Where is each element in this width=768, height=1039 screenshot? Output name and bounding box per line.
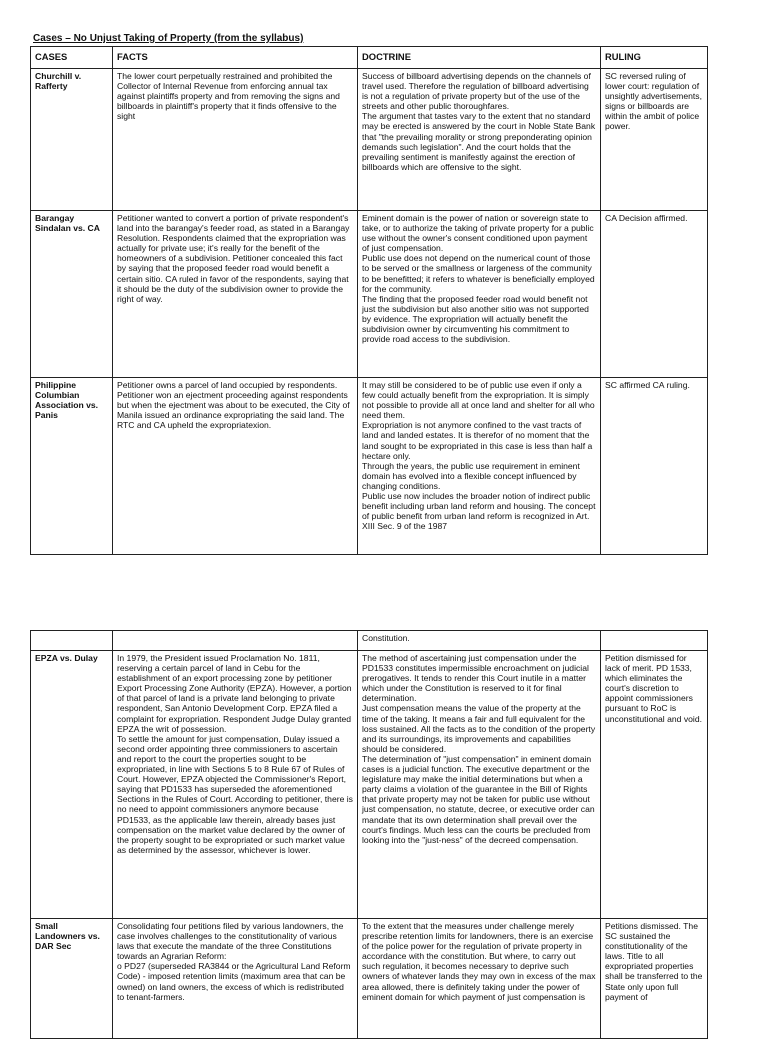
case-name: Barangay Sindalan vs. CA: [31, 211, 113, 378]
case-facts: Petitioner owns a parcel of land occupied by respondents. Petitioner won an ejectment proceeding against respondents but when the ejectment was about to be executed, the City of Manila issued an ordinance expropriating the said land. The RTC and CA upheld the expropriatexion.: [113, 378, 358, 555]
cases-table: [30, 46, 708, 555]
header-facts: FACTS: [113, 47, 358, 69]
case-name: EPZA vs. Dulay: [31, 651, 113, 919]
case-name: Churchill v. Rafferty: [31, 69, 113, 211]
header-doctrine: DOCTRINE: [358, 47, 601, 69]
header-ruling: RULING: [601, 47, 708, 69]
case-doctrine: Success of billboard advertising depends on the channels of travel used. Therefore the regulation of billboard advertising is not a regulation of private property but of the use of the streets and other public thoroughfares. The argument that tastes vary to the extent that no standard may be erected is answered by the court in Noble State Bank that "the prevailing morality or strong preponderating opinion demands such legislation". And the court holds that the prevailing sentiment is manifestly against the erection of billboards which are offensive to the sight.: [358, 69, 601, 211]
table-row: [31, 651, 708, 919]
table-row: [31, 69, 708, 211]
case-ruling: Petition dismissed for lack of merit. PD 1533, which eliminates the court's discretion to appoint commissioners pursuant to RoC is unconstitutional and void.: [601, 651, 708, 919]
case-facts: The lower court perpetually restrained and prohibited the Collector of Internal Revenue from enforcing annual tax against plaintiffs property and from removing the signs and billboards in plaintiff's property that it finds offensive to the sight: [113, 69, 358, 211]
case-ruling: SC reversed ruling of lower court: regulation of unsightly advertisements, signs or billboards are within the ambit of police power.: [601, 69, 708, 211]
case-doctrine: To the extent that the measures under challenge merely prescribe retention limits for landowners, there is an exercise of the police power for the regulation of private property in accordance with the constitution. But where, to carry out such regulation, it becomes necessary to deprive such owners of whatever lands they may own in excess of the max area allowed, there is definitely taking under the power of eminent domain for which payment of just compensation is: [358, 919, 601, 1039]
cases-table-continued: [30, 630, 708, 1039]
case-ruling: SC affirmed CA ruling.: [601, 378, 708, 555]
page-title: Cases – No Unjust Taking of Property (from the syllabus): [33, 33, 304, 44]
case-ruling: CA Decision affirmed.: [601, 211, 708, 378]
table-row: [31, 378, 708, 555]
case-doctrine-continued: Constitution.: [358, 631, 601, 651]
case-facts: Petitioner wanted to convert a portion of private respondent's land into the barangay's feeder road, as stated in a Barangay Resolution. Respondents claimed that the expropriation was actually for private use; it's really for the benefit of the homeowners of a subdivision. Petitioner concealed this fact by saying that the proposed feeder road would benefit a certain sitio. CA ruled in favor of the respondents, saying that it should be the duty of the subdivision owner to provide the right of way.: [113, 211, 358, 378]
case-facts: In 1979, the President issued Proclamation No. 1811, reserving a certain parcel of land in Cebu for the establishment of an export processing zone by petitioner Export Processing Zone Authority (EPZA). However, a portion of that parcel of land is a private land belonging to private respondent, San Antonio Development Corp. EPZA filed a complaint for expropriation. Respondent Judge Dulay granted EPZA the writ of possession. To settle the amount for just compensation, Dulay issued a second order appointing three commissioners to ascertain and report to the court the properties sought to be expropriated, in line with Sections 5 to 8 Rule 67 of Rules of Court. However, EPZA objected the Commissioner's Report, saying that PD1533 has superseded the aforementioned Sections in the Rules of Court. According to petitioner, there is no need to appoint commissioners anymore because PD1533, as the applicable law therein, already bases just compensation on the market value declared by the owner of the property sought to be expropriated or such market value as determined by the assessor, whichever is lower.: [113, 651, 358, 919]
table-row: [31, 211, 708, 378]
case-ruling: Petitions dismissed. The SC sustained the constitutionality of the laws. Title to all expropriated properties shall be transferred to the State only upon full payment of: [601, 919, 708, 1039]
case-doctrine: It may still be considered to be of public use even if only a few could actually benefit from the expropriation. It is simply not possible to provide all at once land and shelter for all who need them. Expropriation is not anymore confined to the vast tracts of land and landed estates. It is therefor of no moment that the land sought to be expropriated in this case is less than half a hectare only. Through the years, the public use requirement in eminent domain has evolved into a flexible concept influenced by changing conditions. Public use now includes the broader notion of indirect public benefit including urban land reform and housing. The concept of public benefit from urban land reform is recognized in Art. XIII Sec. 9 of the 1987: [358, 378, 601, 555]
case-name: Small Landowners vs. DAR Sec: [31, 919, 113, 1039]
table-row: [31, 919, 708, 1039]
case-name: Philippine Columbian Association vs. Panis: [31, 378, 113, 555]
continuation-row: [31, 631, 708, 651]
case-doctrine: The method of ascertaining just compensation under the PD1533 constitutes impermissible encroachment on judicial prerogatives. It tends to render this Court inutile in a matter which under the Constitution is reserved to it for final determination. Just compensation means the value of the property at the time of the taking. It means a fair and full equivalent for the loss sustained. All the facts as to the condition of the property and its surroundings, its improvements and capabilities should be considered. The determination of "just compensation" in eminent domain cases is a judicial function. The executive department or the legislature may make the initial determinations but when a party claims a violation of the guarantee in the Bill of Rights that private property may not be taken for public use without just compensation, no statute, decree, or executive order can mandate that its own determination shall prevail over the court's findings. Much less can the courts be precluded from looking into the "just-ness" of the decreed compensation.: [358, 651, 601, 919]
case-doctrine: Eminent domain is the power of nation or sovereign state to take, or to authorize the taking of private property for a public use without the owner's consent conditioned upon payment of just compensation. Public use does not depend on the numerical count of those to be served or the smallness or largeness of the community to be benefitted; it refers to whatever is beneficially employed for the community. The finding that the proposed feeder road would benefit not just the subdivision but also another sitio was not supported by evidence. The expropriation will actually benefit the subdivision owner by circumventing his commitment to provide road access to the subdivision.: [358, 211, 601, 378]
header-cases: CASES: [31, 47, 113, 69]
table-header-row: [31, 47, 708, 69]
case-facts: Consolidating four petitions filed by various landowners, the case involves challenges to the constitutionality of various laws that execute the mandate of the three Constitutions towards an Agrarian Reform: o PD27 (superseded RA3844 or the Agricultural Land Reform Code) - imposed retention limits (maximum area that can be owned) on land owners, the excess of which is redistributed to tenant-farmers.: [113, 919, 358, 1039]
